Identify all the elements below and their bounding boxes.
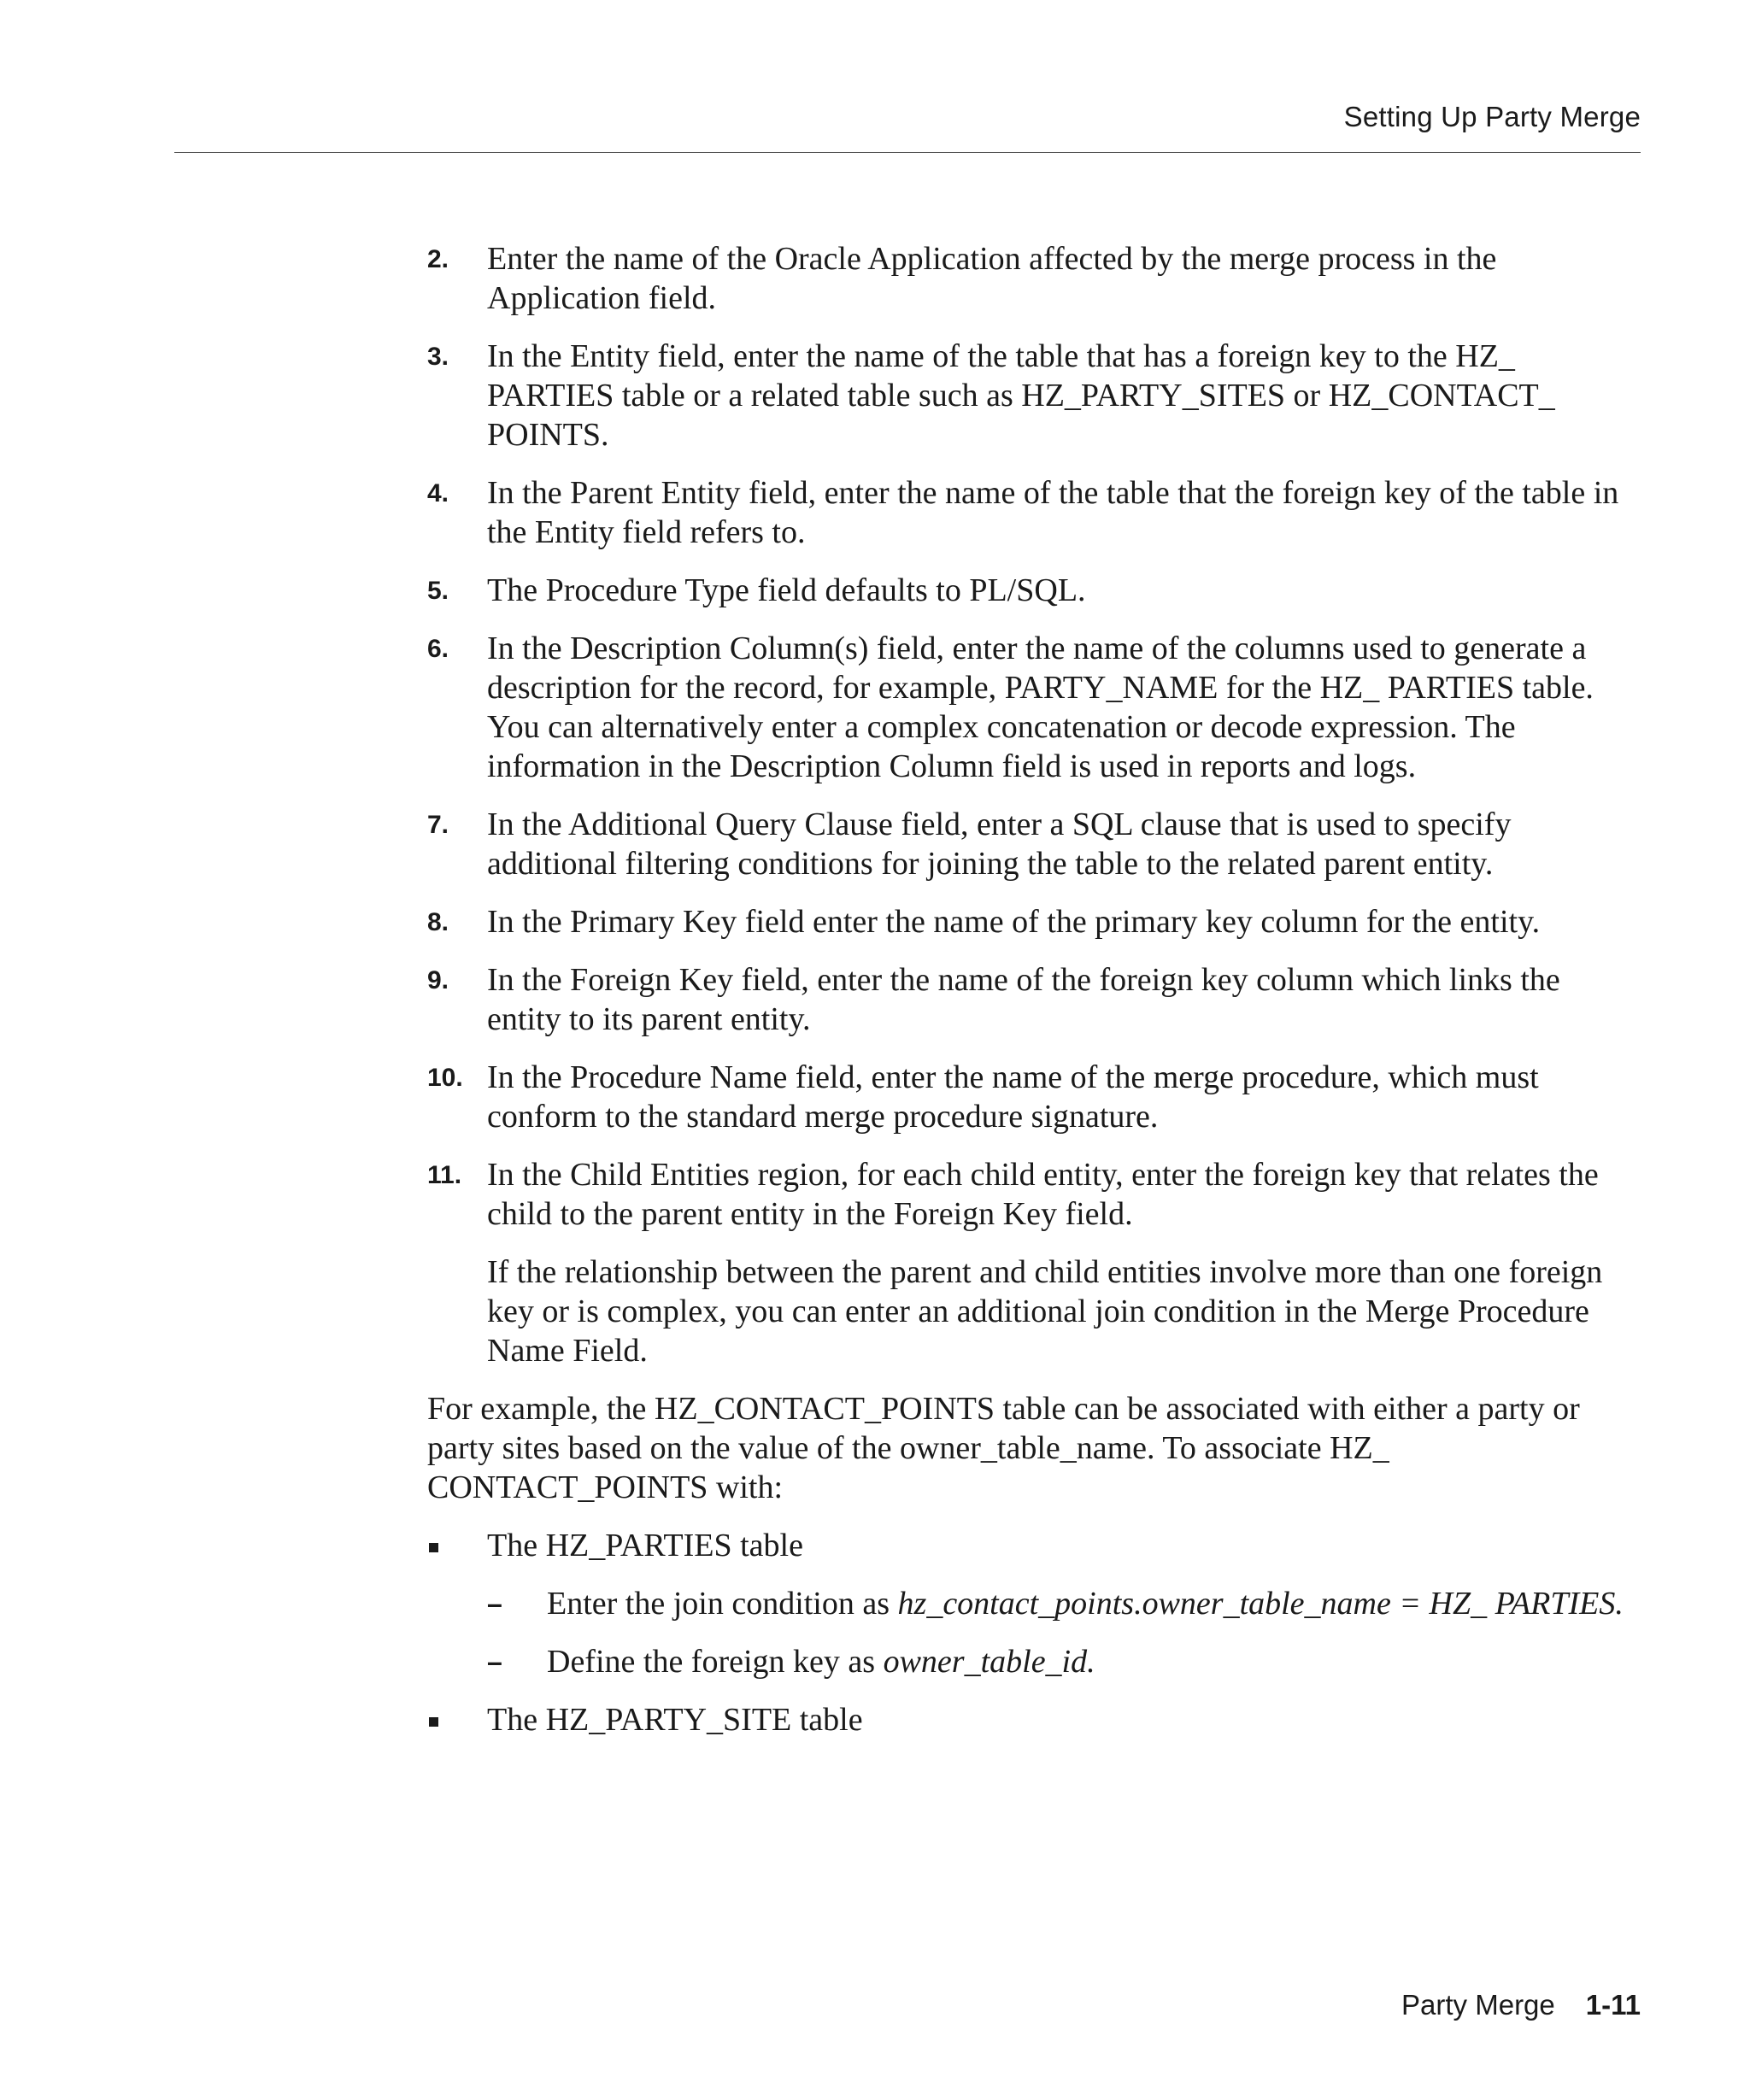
step-subparagraph: If the relationship between the parent and child entities involve more than one foreign key or is complex, you can enter an additional join condition in the Merge Procedure Name Field. — [487, 1254, 1603, 1369]
page-body — [427, 239, 1641, 1758]
step-number: 4. — [427, 479, 449, 507]
dash-text-code: hz_contact_points.owner_table_name = HZ_ PARTIES. — [897, 1586, 1624, 1622]
step-number: 10. — [427, 1064, 463, 1092]
page-number: 1-11 — [1585, 1989, 1641, 2021]
square-bullet-icon — [429, 1543, 438, 1552]
bullet-text: The HZ_PARTIES table — [487, 1528, 803, 1563]
step-number: 11. — [427, 1161, 462, 1189]
step-number: 5. — [427, 577, 449, 605]
step-item — [427, 902, 1641, 941]
step-number: 3. — [427, 343, 449, 371]
bullet-item — [427, 1526, 1641, 1565]
step-item — [427, 629, 1641, 786]
step-text: The Procedure Type field defaults to PL/SQL. — [487, 572, 1086, 608]
step-item — [427, 1155, 1641, 1370]
step-text: In the Primary Key field enter the name of the primary key column for the entity. — [487, 904, 1541, 940]
bullet-item — [427, 1700, 1641, 1739]
page-footer — [1401, 1989, 1641, 2021]
step-number: 7. — [427, 811, 449, 839]
step-text: In the Entity field, enter the name of the table that has a foreign key to the HZ_ PARTIES table or a related table such as HZ_PARTY_SITES or HZ_CONTACT_ POINTS. — [487, 338, 1555, 453]
bullet-text: The HZ_PARTY_SITE table — [487, 1702, 863, 1738]
step-text: In the Additional Query Clause field, enter a SQL clause that is used to specify additional filtering conditions for joining the table to the related parent entity. — [487, 807, 1512, 882]
dash-bullet-icon: – — [487, 1646, 502, 1677]
dash-text-prefix: Enter the join condition as — [547, 1586, 898, 1622]
step-item — [427, 473, 1641, 552]
step-text: In the Child Entities region, for each child entity, enter the foreign key that relates the child to the parent entity in the Foreign Key field. — [487, 1157, 1599, 1232]
step-text: In the Parent Entity field, enter the name of the table that the foreign key of the table in the Entity field refers to. — [487, 475, 1619, 550]
step-number: 2. — [427, 245, 449, 273]
dash-text-code: owner_table_id. — [883, 1644, 1095, 1680]
step-number: 6. — [427, 635, 449, 663]
step-number: 8. — [427, 908, 449, 936]
step-item — [427, 805, 1641, 883]
footer-section-title: Party Merge — [1401, 1989, 1555, 2021]
running-header: Setting Up Party Merge — [1343, 101, 1641, 132]
dash-bullet-icon: – — [487, 1588, 502, 1619]
dash-item — [427, 1642, 1641, 1681]
step-text: In the Procedure Name field, enter the name of the merge procedure, which must conform to the standard merge procedure signature. — [487, 1059, 1539, 1135]
square-bullet-icon — [429, 1717, 438, 1727]
step-item — [427, 1058, 1641, 1136]
dash-text — [547, 1584, 1641, 1623]
dash-text-prefix: Define the foreign key as — [547, 1644, 884, 1680]
step-text: In the Foreign Key field, enter the name of the foreign key column which links the entity to its parent entity. — [487, 962, 1560, 1037]
header-rule — [174, 152, 1641, 153]
step-item — [427, 337, 1641, 455]
step-item — [427, 571, 1641, 610]
dash-text — [547, 1642, 1641, 1681]
example-paragraph: For example, the HZ_CONTACT_POINTS table can be associated with either a party or party sites based on the value of the owner_table_name. To associate HZ_ CONTACT_POINTS with: — [427, 1391, 1580, 1505]
step-text: Enter the name of the Oracle Application affected by the merge process in the Application field. — [487, 241, 1497, 316]
step-number: 9. — [427, 966, 449, 994]
step-item — [427, 960, 1641, 1039]
step-item — [427, 239, 1641, 318]
step-text: In the Description Column(s) field, enter the name of the columns used to generate a description for the record, for example, PARTY_NAME for the HZ_ PARTIES table. You can alternatively enter a complex concatenation or decode expression. The information in the Description Column field is used in reports and logs. — [487, 631, 1594, 784]
dash-item — [427, 1584, 1641, 1623]
